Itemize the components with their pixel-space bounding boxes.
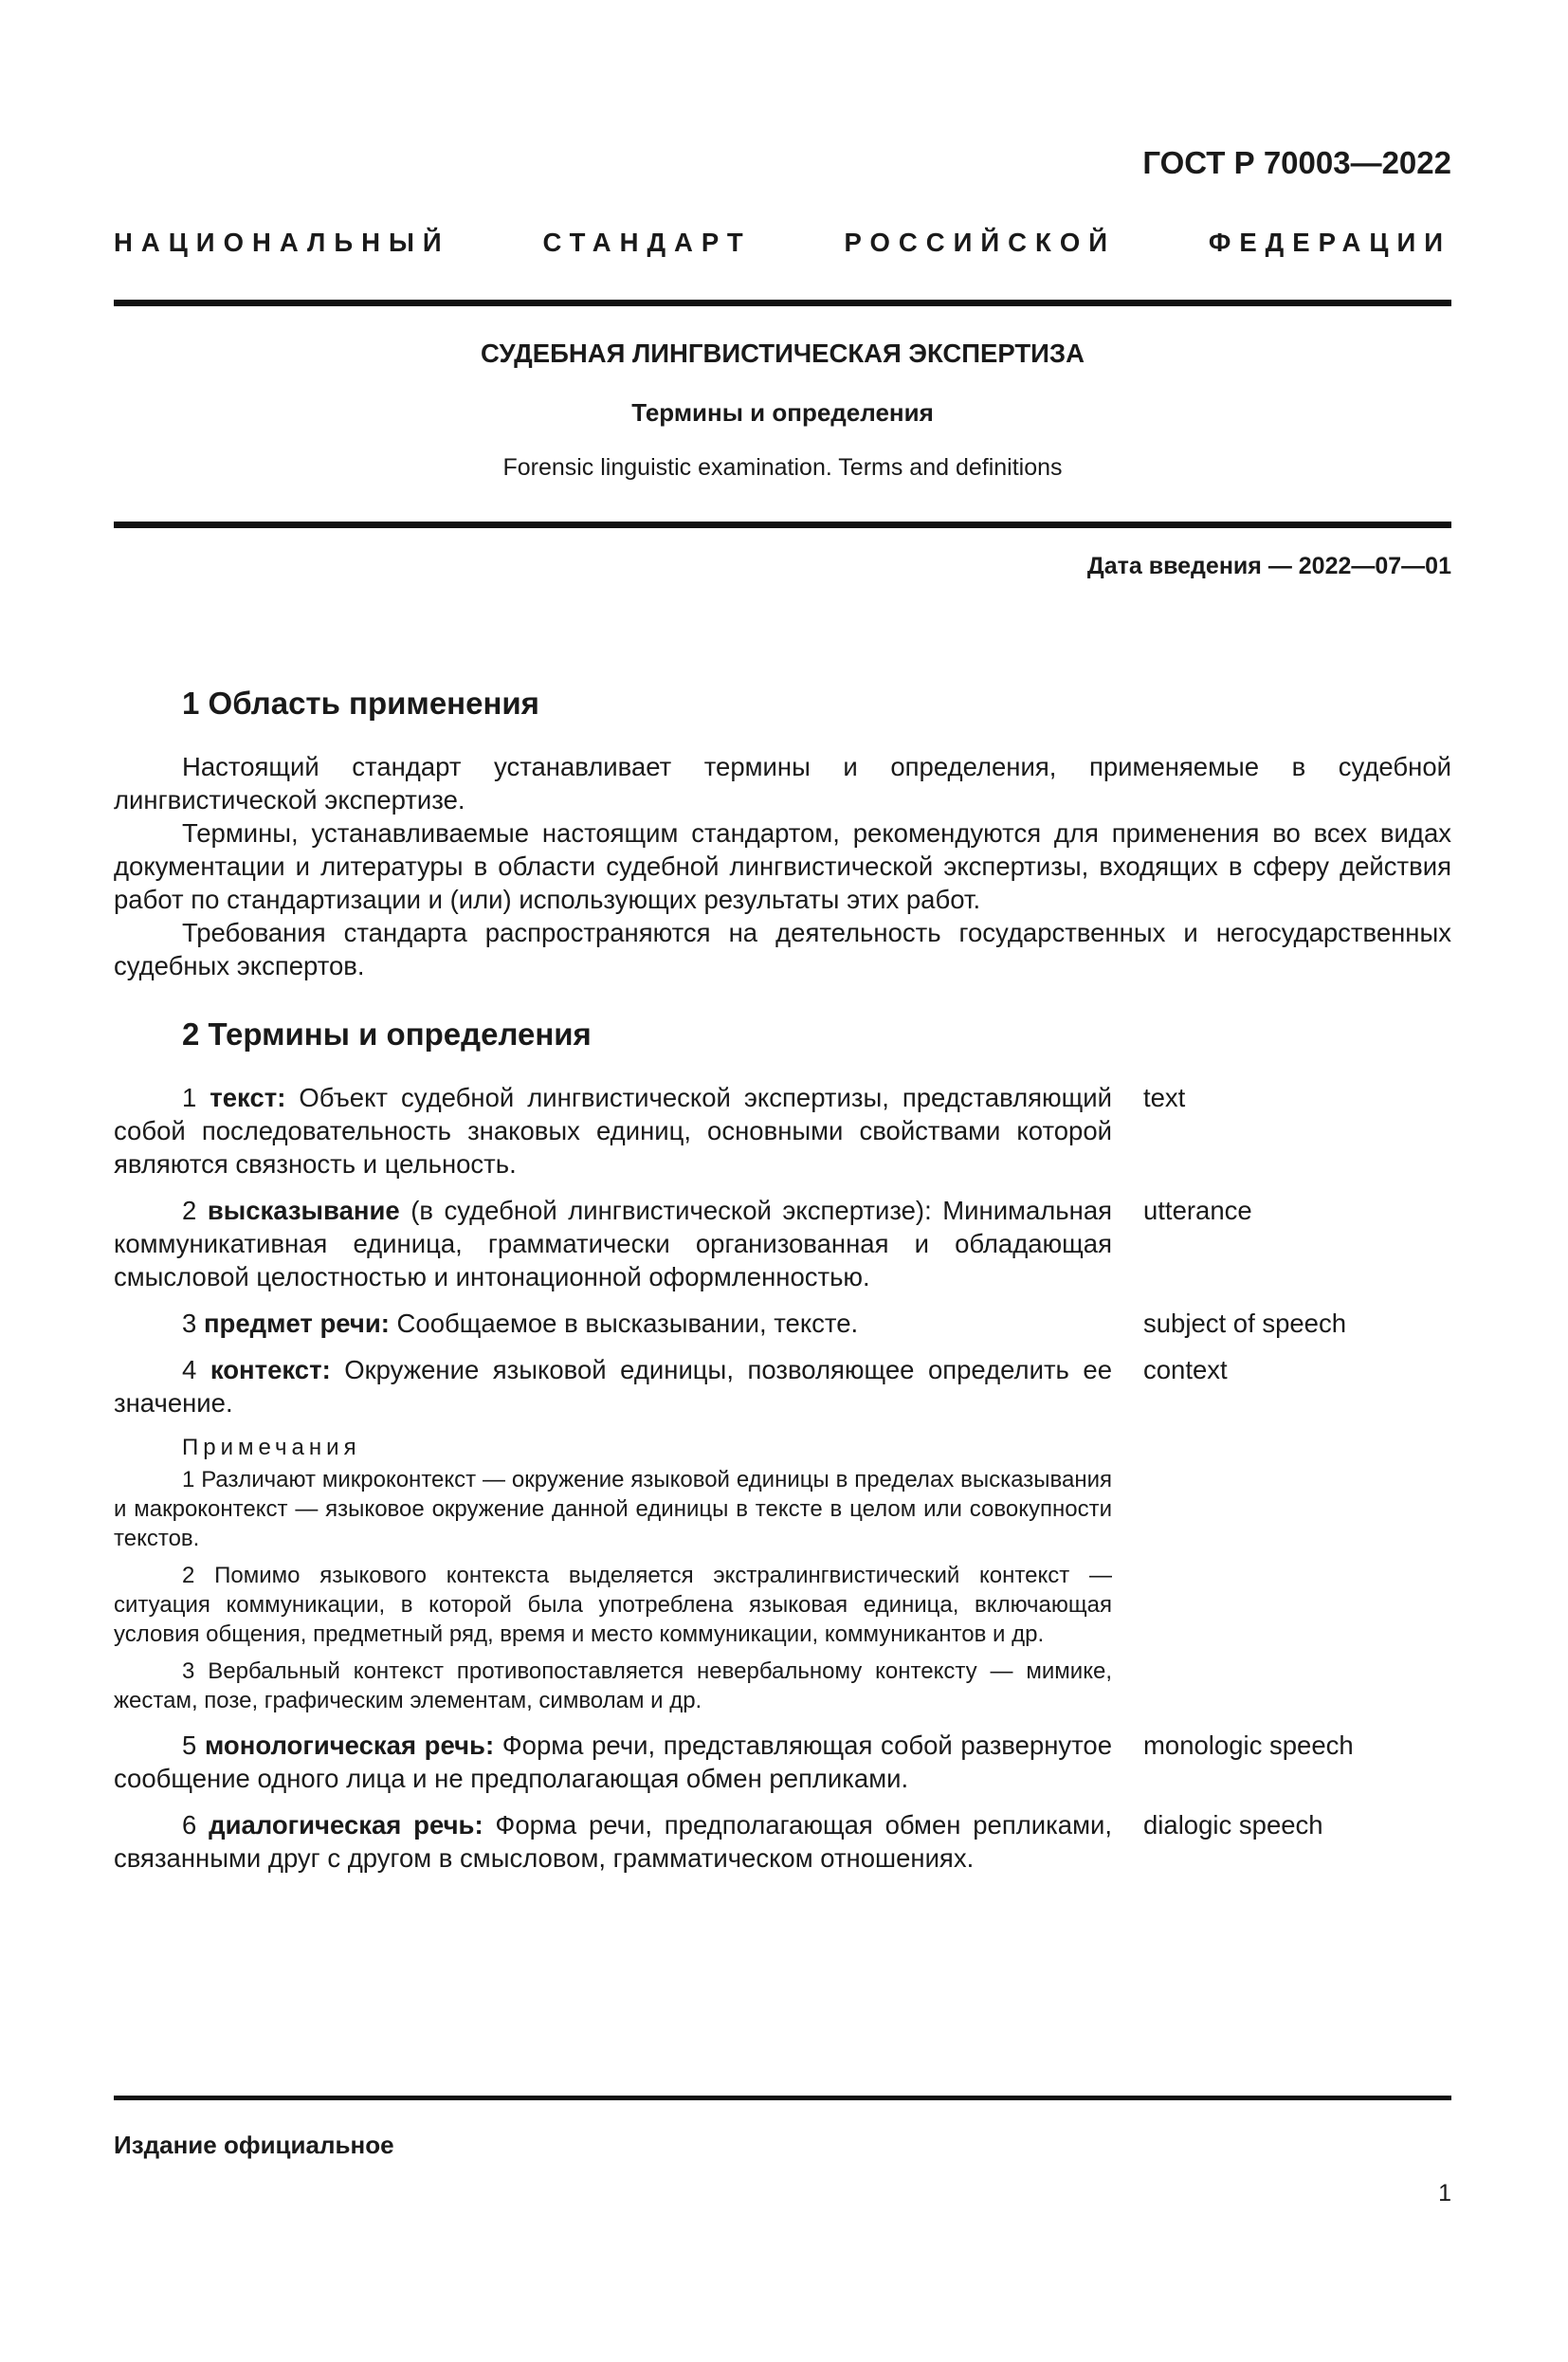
term-english: utterance <box>1143 1196 1252 1225</box>
term-entry <box>114 1307 1451 1340</box>
term-name: предмет речи: <box>203 1309 390 1338</box>
terms-list <box>114 1081 1451 1875</box>
top-rule <box>114 300 1451 306</box>
note-item: 3 Вербальный контекст противопоставляется невербальному контексту — мимике, жестам, позе, графическим элементам, символам и др. <box>114 1658 1112 1713</box>
scope-section <box>114 750 1451 982</box>
standard-designation: ГОСТ Р 70003—2022 <box>1142 145 1451 180</box>
term-name: текст: <box>210 1083 286 1112</box>
scope-paragraph: Требования стандарта распространяются на деятельность государственных и негосударственных судебных экспертов. <box>114 918 1451 980</box>
page-number: 1 <box>1438 2180 1451 2206</box>
document-title: СУДЕБНАЯ ЛИНГВИСТИЧЕСКАЯ ЭКСПЕРТИЗА <box>480 339 1085 368</box>
document-page <box>0 144 1568 2362</box>
term-number: 3 <box>182 1309 197 1338</box>
term-name: контекст: <box>210 1355 331 1384</box>
term-entry <box>114 1353 1451 1419</box>
scope-paragraph: Настоящий стандарт устанавливает термины и определения, применяемые в судебной лингвистической экспертизе. <box>114 752 1451 815</box>
term-english: dialogic speech <box>1143 1810 1323 1840</box>
term-definition <box>114 1081 1112 1181</box>
term-number: 2 <box>182 1196 197 1225</box>
term-name: монологическая речь: <box>204 1730 495 1760</box>
term-entry <box>114 1194 1451 1293</box>
national-standard-banner: НАЦИОНАЛЬНЫЙ СТАНДАРТ РОССИЙСКОЙ ФЕДЕРАЦИИ <box>114 228 1451 257</box>
term-definition <box>114 1808 1112 1875</box>
term-number: 1 <box>182 1083 197 1112</box>
title-rule <box>114 522 1451 528</box>
footer-rule <box>114 2096 1451 2100</box>
term-text: Форма речи, представляющая собой развернутое сообщение одного лица и не предполагающая обмен репликами. <box>114 1730 1113 1793</box>
term-english: text <box>1143 1083 1186 1112</box>
term-english: subject of speech <box>1143 1309 1347 1338</box>
term-definition <box>114 1194 1112 1293</box>
term-text: Объект судебной лингвистической экспертизы, представляющий собой последовательность знаковых единиц, основными свойствами которой являются связность и цельность. <box>114 1083 1112 1179</box>
section-heading-terms: 2 Термины и определения <box>182 1016 592 1052</box>
section-heading-scope: 1 Область применения <box>182 686 539 721</box>
term-entry <box>114 1729 1451 1795</box>
term-text: Форма речи, предполагающая обмен репликами, связанными друг с другом в смысловом, грамматическом отношениях. <box>114 1810 1112 1873</box>
note-item: 1 Различают микроконтекст — окружение языковой единицы в пределах высказывания и макроконтекст — языковое окружение данной единицы в тексте в целом или совокупности текстов. <box>114 1467 1112 1551</box>
notes-heading: Примечания <box>182 1435 361 1460</box>
note-item: 2 Помимо языкового контекста выделяется экстралингвистический контекст — ситуация коммуникации, в которой была употреблена языковая единица, включающая условия общения, предметный ряд, время и место коммуникации, коммуникантов и др. <box>114 1563 1112 1647</box>
scope-paragraph: Термины, устанавливаемые настоящим стандартом, рекомендуются для применения во всех видах документации и литературы в области судебной лингвистической экспертизы, входящих в сферу действия работ по стандартизации и (или) использующих результаты этих работ. <box>114 818 1451 914</box>
term-definition <box>114 1353 1112 1419</box>
official-edition-label: Издание официальное <box>114 2131 394 2159</box>
term-number: 4 <box>182 1355 197 1384</box>
term-english: context <box>1143 1355 1228 1384</box>
term-entry <box>114 1081 1451 1181</box>
document-subtitle: Термины и определения <box>631 398 934 427</box>
term-number: 5 <box>182 1730 197 1760</box>
term-text: Сообщаемое в высказывании, тексте. <box>389 1309 859 1338</box>
term-definition <box>114 1729 1112 1795</box>
term-definition <box>114 1307 1112 1340</box>
term-text: Окружение языковой единицы, позволяющее определить ее значение. <box>114 1355 1112 1418</box>
term-entry <box>114 1808 1451 1875</box>
introduction-date: Дата введения — 2022—07—01 <box>1086 553 1451 579</box>
notes-block <box>114 1431 1112 1715</box>
term-english: monologic speech <box>1143 1730 1354 1760</box>
term-text: (в судебной лингвистической экспертизе): Минимальная коммуникативная единица, грамматически организованная и обладающая смысловой целостностью и интонационной оформленностью. <box>114 1196 1112 1291</box>
term-name: диалогическая речь: <box>209 1810 483 1840</box>
term-number: 6 <box>182 1810 197 1840</box>
document-english-title: Forensic linguistic examination. Terms and definitions <box>502 454 1063 481</box>
term-name: высказывание <box>207 1196 400 1225</box>
